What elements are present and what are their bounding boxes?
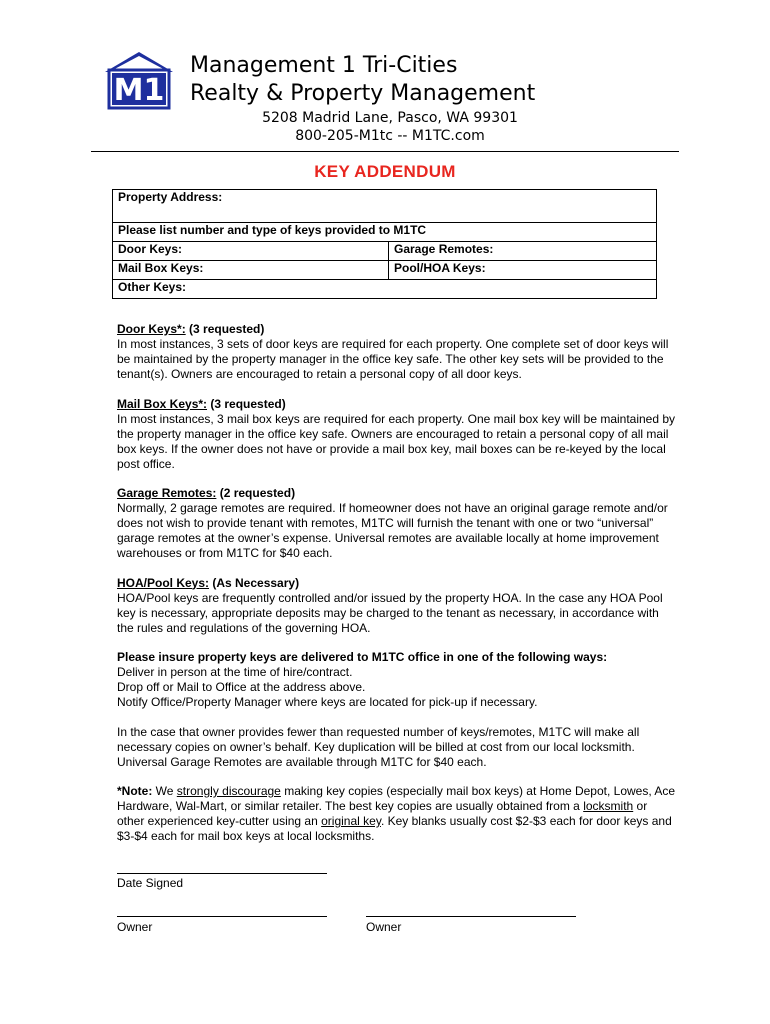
garage-remotes-field[interactable] — [389, 242, 657, 261]
note-text-4: . Key blanks usually cost $2-$3 each for door keys and $3-$4 each for mail box keys at local locksmiths. — [117, 814, 672, 843]
addendum-body — [117, 322, 677, 859]
mail-box-keys-field[interactable] — [113, 261, 389, 280]
garage-remotes-text: Normally, 2 garage remotes are required. If homeowner does not have an original garage remote and/or does not wish to provide tenant with remotes, M1TC will furnish the tenant with one or two “universal” garage remotes at the owner’s expense. Universal remotes are available locally at home improvement warehouses or from M1TC for $40 each. — [117, 501, 668, 560]
list-keys-label: Please list number and type of keys provided to M1TC — [118, 223, 427, 237]
owner1-label: Owner — [117, 920, 153, 934]
mail-keys-heading: Mail Box Keys*: — [117, 396, 208, 411]
hoa-keys-heading: HOA/Pool Keys: — [117, 575, 210, 590]
owner2-label: Owner — [366, 920, 402, 934]
mail-box-keys-label: Mail Box Keys: — [118, 261, 204, 275]
note-underline-3: original key — [321, 814, 381, 828]
company-name — [190, 52, 535, 108]
property-address-label: Property Address: — [118, 190, 223, 204]
other-keys-label: Other Keys: — [118, 280, 187, 294]
logo-text: M1 — [113, 73, 165, 108]
delivery-line3: Notify Office/Property Manager where keys are located for pick-up if necessary. — [117, 695, 538, 709]
mail-keys-section — [117, 397, 677, 472]
note-text-3: or other experienced key-cutter using an — [117, 799, 648, 828]
pool-hoa-keys-label: Pool/HOA Keys: — [394, 261, 486, 275]
header-divider — [91, 151, 679, 152]
company-line2: Realty & Property Management — [190, 81, 536, 106]
fewer-keys-section — [117, 725, 677, 770]
other-keys-field[interactable] — [113, 280, 657, 299]
company-address: 5208 Madrid Lane, Pasco, WA 99301 — [262, 110, 518, 126]
delivery-line2: Drop off or Mail to Office at the address above. — [117, 680, 366, 694]
note-label: *Note: — [117, 784, 153, 798]
garage-remotes-label: Garage Remotes: — [394, 242, 494, 256]
door-keys-field[interactable] — [113, 242, 389, 261]
door-keys-section — [117, 322, 677, 382]
note-text-2: making key copies (especially mail box keys) at Home Depot, Lowes, Ace Hardware, Wal-Mart, or similar retailer. The best key copies are usually obtained from a — [117, 784, 676, 813]
door-keys-heading: Door Keys*: — [117, 322, 186, 336]
mail-keys-req: (3 requested) — [207, 396, 286, 411]
pool-hoa-keys-field[interactable] — [389, 261, 657, 280]
garage-remotes-req: (2 requested) — [216, 486, 296, 500]
door-keys-text: In most instances, 3 sets of door keys are required for each property. One complete set of door keys will be maintained by the property manager in the office key safe. The other key sets will be provided to the tenant(s). Owners are encouraged to retain a personal copy of all door keys. — [117, 337, 669, 381]
fewer-keys-text: In the case that owner provides fewer than requested number of keys/remotes, M1TC will make all necessary copies on owner’s behalf. Key duplication will be billed at cost from our local locksmith. Universal Garage Remotes are available through M1TC for $40 each. — [117, 724, 640, 769]
owner2-signature-line[interactable] — [366, 916, 576, 917]
garage-remotes-section — [117, 486, 677, 561]
hoa-keys-text: HOA/Pool keys are frequently controlled and/or issued by the property HOA. In the case any HOA Pool key is necessary, appropriate deposits may be charged to the tenant as necessary, in accordance with the rules and regulations of the governing HOA. — [117, 590, 663, 635]
keys-form-table — [112, 189, 657, 299]
note-underline-2: locksmith — [583, 799, 634, 813]
delivery-heading: Please insure property keys are delivered to M1TC office in one of the following ways: — [117, 650, 608, 664]
list-keys-row — [113, 223, 657, 242]
door-keys-req: (3 requested) — [185, 322, 265, 336]
mail-keys-text: In most instances, 3 mail box keys are required for each property. One mail box key will be maintained by the property manager in the office key safe. Owners are encouraged to retain a personal copy of all mail box keys. If the owner does not have or provide a mail box key, mail boxes can be re-keyed by the local post office. — [117, 411, 676, 471]
note-section — [117, 784, 677, 844]
date-signed-line[interactable] — [117, 873, 327, 874]
hoa-keys-req: (As Necessary) — [209, 575, 300, 590]
note-text-1: We — [152, 784, 177, 798]
page-title: KEY ADDENDUM — [314, 162, 456, 181]
garage-remotes-heading: Garage Remotes: — [117, 486, 217, 500]
company-line1: Management 1 Tri-Cities — [190, 53, 458, 78]
house-logo-icon — [103, 50, 175, 110]
door-keys-label: Door Keys: — [118, 242, 183, 256]
company-contact: 800-205-M1tc -- M1TC.com — [295, 128, 485, 144]
note-underline-1: strongly discourage — [176, 784, 281, 798]
property-address-field[interactable] — [113, 190, 657, 223]
hoa-keys-section — [117, 576, 677, 636]
delivery-section — [117, 650, 677, 710]
delivery-line1: Deliver in person at the time of hire/contract. — [117, 665, 353, 679]
date-signed-label: Date Signed — [117, 876, 184, 890]
owner1-signature-line[interactable] — [117, 916, 327, 917]
company-logo — [103, 50, 175, 110]
